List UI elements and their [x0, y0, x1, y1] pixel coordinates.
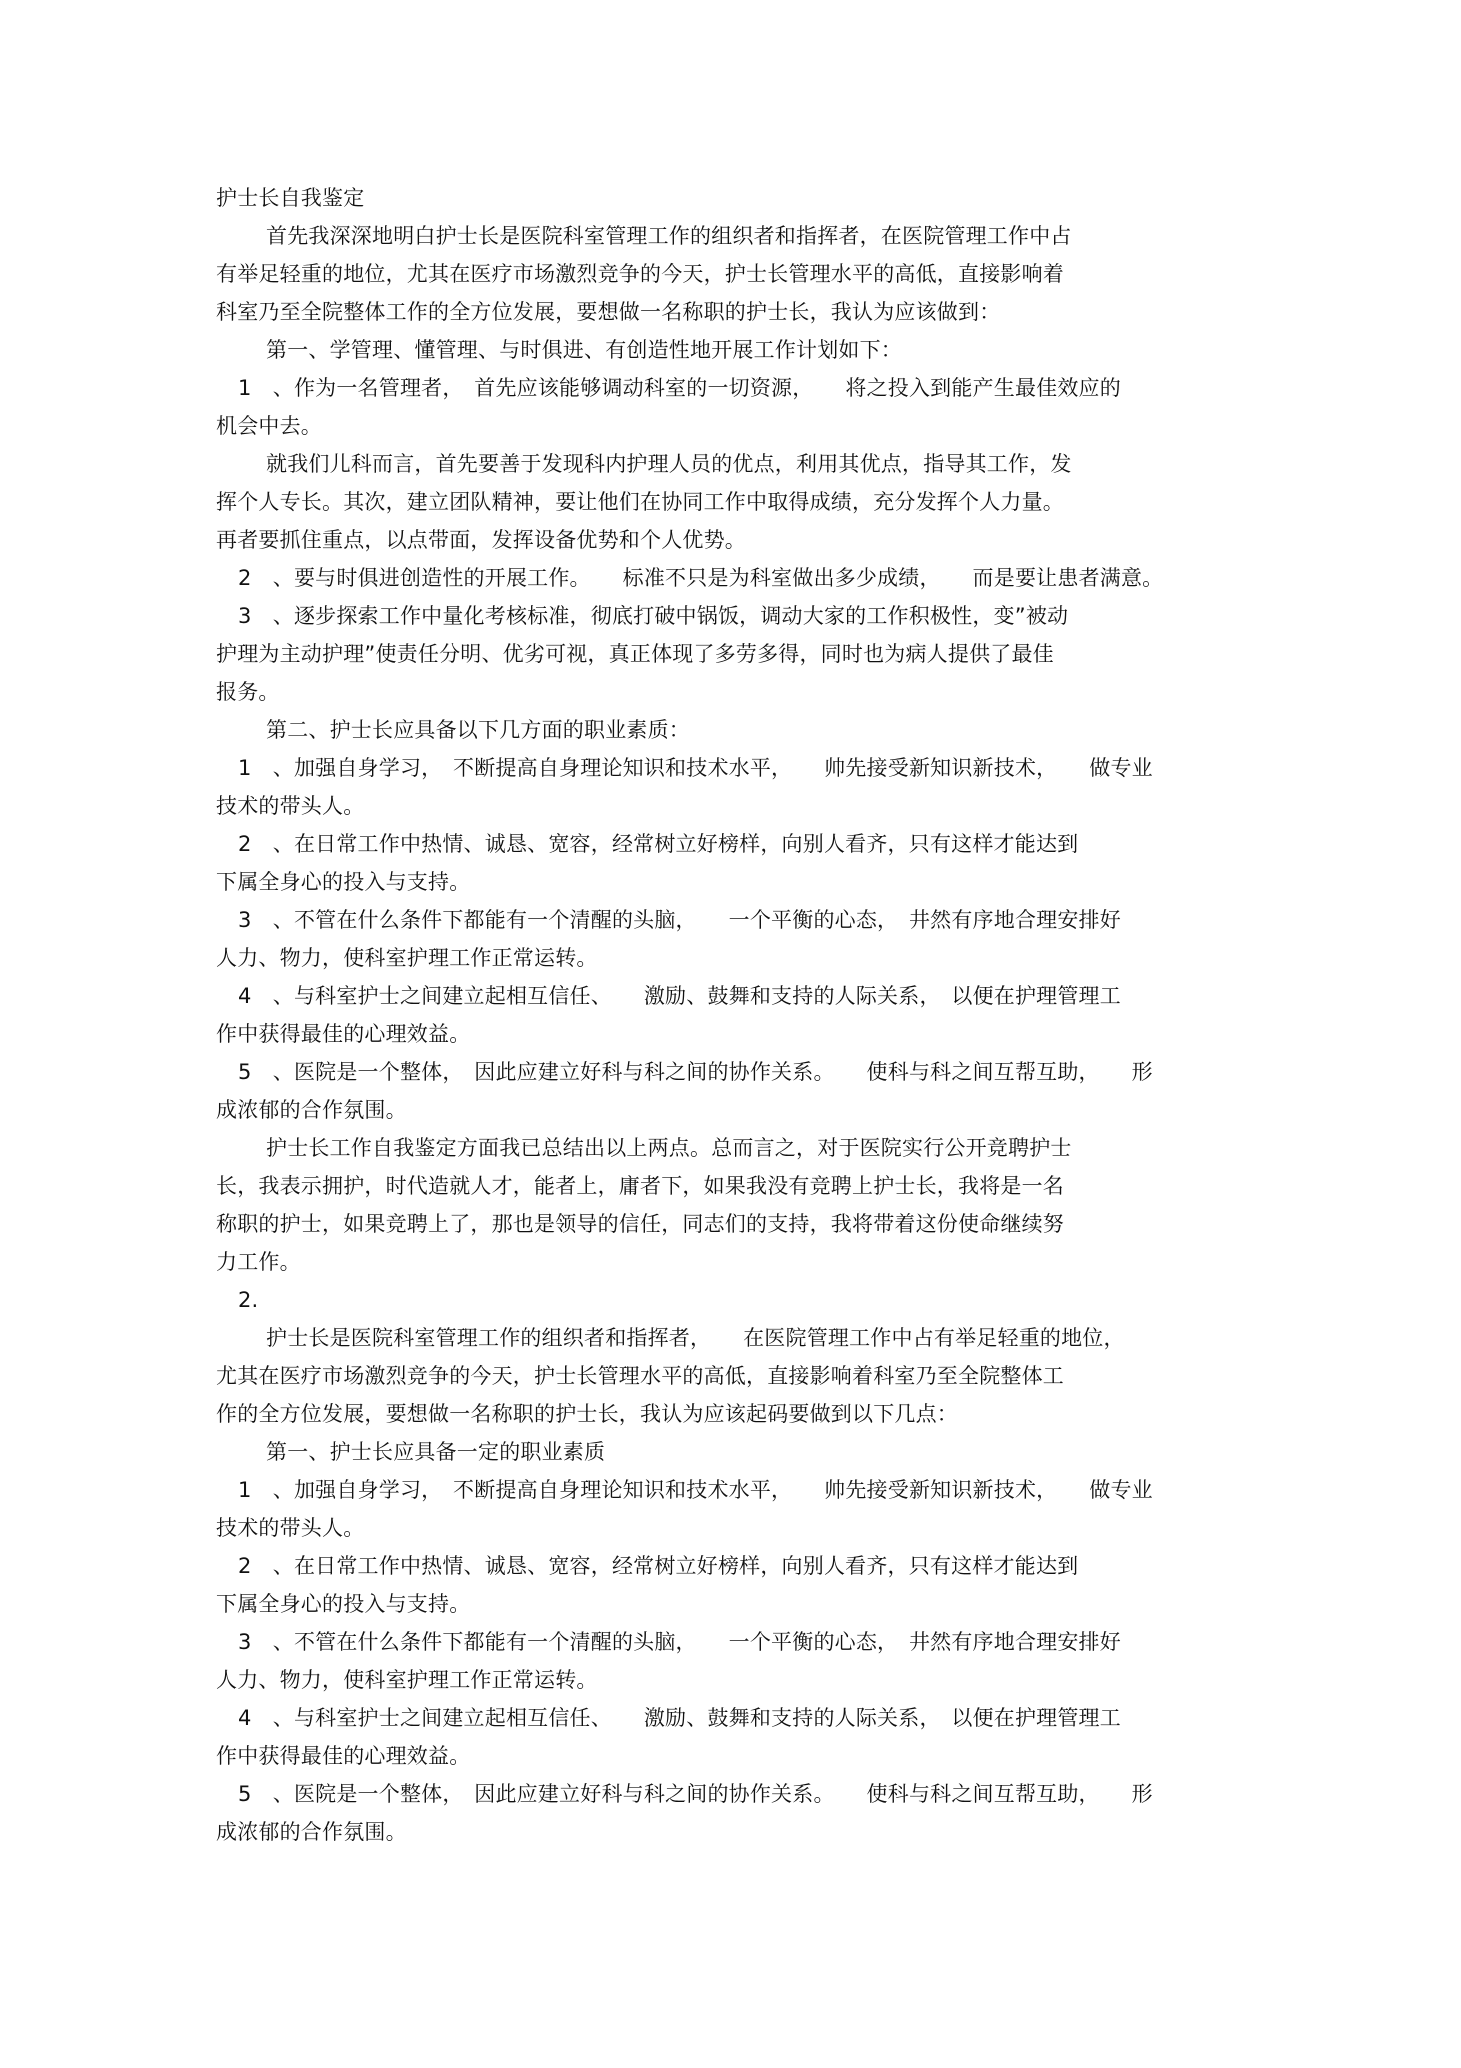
paragraph-line: 机会中去。 [216, 414, 322, 438]
list-item-line: 4 、与科室护士之间建立起相互信任、 激励、鼓舞和支持的人际关系， 以便在护理管理工 [238, 984, 1121, 1008]
paragraph-line: 作中获得最佳的心理效益。 [216, 1022, 471, 1046]
paragraph-line: 作中获得最佳的心理效益。 [216, 1744, 471, 1768]
paragraph-line: 首先我深深地明白护士长是医院科室管理工作的组织者和指挥者，在医院管理工作中占 [266, 224, 1072, 248]
list-item-line: 1 、加强自身学习， 不断提高自身理论知识和技术水平， 帅先接受新知识新技术， 做专业 [238, 756, 1153, 780]
paragraph-line: 就我们儿科而言，首先要善于发现科内护理人员的优点，利用其优点，指导其工作，发 [266, 452, 1072, 476]
paragraph-line: 挥个人专长。其次，建立团队精神，要让他们在协同工作中取得成绩，充分发挥个人力量。 [216, 490, 1064, 514]
paragraph-line: 护理为主动护理”使责任分明、优劣可视，真正体现了多劳多得，同时也为病人提供了最佳 [216, 642, 1054, 666]
section-heading: 第二、护士长应具备以下几方面的职业素质： [266, 718, 690, 742]
list-item-line: 1 、加强自身学习， 不断提高自身理论知识和技术水平， 帅先接受新知识新技术， 做专业 [238, 1478, 1153, 1502]
section-heading: 第一、学管理、懂管理、与时俱进、有创造性地开展工作计划如下： [266, 338, 902, 362]
paragraph-line: 人力、物力，使科室护理工作正常运转。 [216, 946, 598, 970]
section-heading: 第一、护士长应具备一定的职业素质 [266, 1440, 606, 1464]
paragraph-line: 下属全身心的投入与支持。 [216, 1592, 471, 1616]
paragraph-line: 再者要抓住重点，以点带面，发挥设备优势和个人优势。 [216, 528, 746, 552]
paragraph-line: 报务。 [216, 680, 280, 704]
paragraph-line: 称职的护士，如果竞聘上了，那也是领导的信任，同志们的支持，我将带着这份使命继续努 [216, 1212, 1064, 1236]
section-number: 2. [238, 1288, 259, 1312]
paragraph-line: 长，我表示拥护，时代造就人才，能者上，庸者下，如果我没有竞聘上护士长，我将是一名 [216, 1174, 1064, 1198]
paragraph-line: 科室乃至全院整体工作的全方位发展，要想做一名称职的护士长，我认为应该做到： [216, 300, 1001, 324]
paragraph-line: 力工作。 [216, 1250, 301, 1274]
paragraph-line: 技术的带头人。 [216, 794, 365, 818]
paragraph-line: 作的全方位发展，要想做一名称职的护士长，我认为应该起码要做到以下几点： [216, 1402, 958, 1426]
list-item-line: 2 、在日常工作中热情、诚恳、宽容，经常树立好榜样，向别人看齐，只有这样才能达到 [238, 1554, 1079, 1578]
paragraph-line: 有举足轻重的地位，尤其在医疗市场激烈竞争的今天，护士长管理水平的高低，直接影响着 [216, 262, 1064, 286]
paragraph-line: 人力、物力，使科室护理工作正常运转。 [216, 1668, 598, 1692]
list-item-line: 4 、与科室护士之间建立起相互信任、 激励、鼓舞和支持的人际关系， 以便在护理管理工 [238, 1706, 1121, 1730]
list-item-line: 3 、不管在什么条件下都能有一个清醒的头脑， 一个平衡的心态， 井然有序地合理安排好 [238, 1630, 1121, 1654]
list-item-line: 1 、作为一名管理者， 首先应该能够调动科室的一切资源， 将之投入到能产生最佳效应的 [238, 376, 1121, 400]
paragraph-line: 尤其在医疗市场激烈竞争的今天，护士长管理水平的高低，直接影响着科室乃至全院整体工 [216, 1364, 1064, 1388]
paragraph-line: 护士长是医院科室管理工作的组织者和指挥者， 在医院管理工作中占有举足轻重的地位， [266, 1326, 1125, 1350]
paragraph-line: 技术的带头人。 [216, 1516, 365, 1540]
doc-title: 护士长自我鉴定 [216, 186, 365, 210]
paragraph-line: 下属全身心的投入与支持。 [216, 870, 471, 894]
list-item-line: 3 、不管在什么条件下都能有一个清醒的头脑， 一个平衡的心态， 井然有序地合理安排好 [238, 908, 1121, 932]
paragraph-line: 成浓郁的合作氛围。 [216, 1098, 407, 1122]
list-item-line: 2 、在日常工作中热情、诚恳、宽容，经常树立好榜样，向别人看齐，只有这样才能达到 [238, 832, 1079, 856]
list-item-line: 2 、要与时俱进创造性的开展工作。 标准不只是为科室做出多少成绩， 而是要让患者满意。 [238, 566, 1164, 590]
list-item-line: 3 、逐步探索工作中量化考核标准，彻底打破中锅饭，调动大家的工作积极性，变”被动 [238, 604, 1069, 628]
paragraph-line: 护士长工作自我鉴定方面我已总结出以上两点。总而言之，对于医院实行公开竞聘护士 [266, 1136, 1072, 1160]
paragraph-line: 成浓郁的合作氛围。 [216, 1820, 407, 1844]
list-item-line: 5 、医院是一个整体， 因此应建立好科与科之间的协作关系。 使科与科之间互帮互助， 形 [238, 1060, 1153, 1084]
list-item-line: 5 、医院是一个整体， 因此应建立好科与科之间的协作关系。 使科与科之间互帮互助， 形 [238, 1782, 1153, 1806]
